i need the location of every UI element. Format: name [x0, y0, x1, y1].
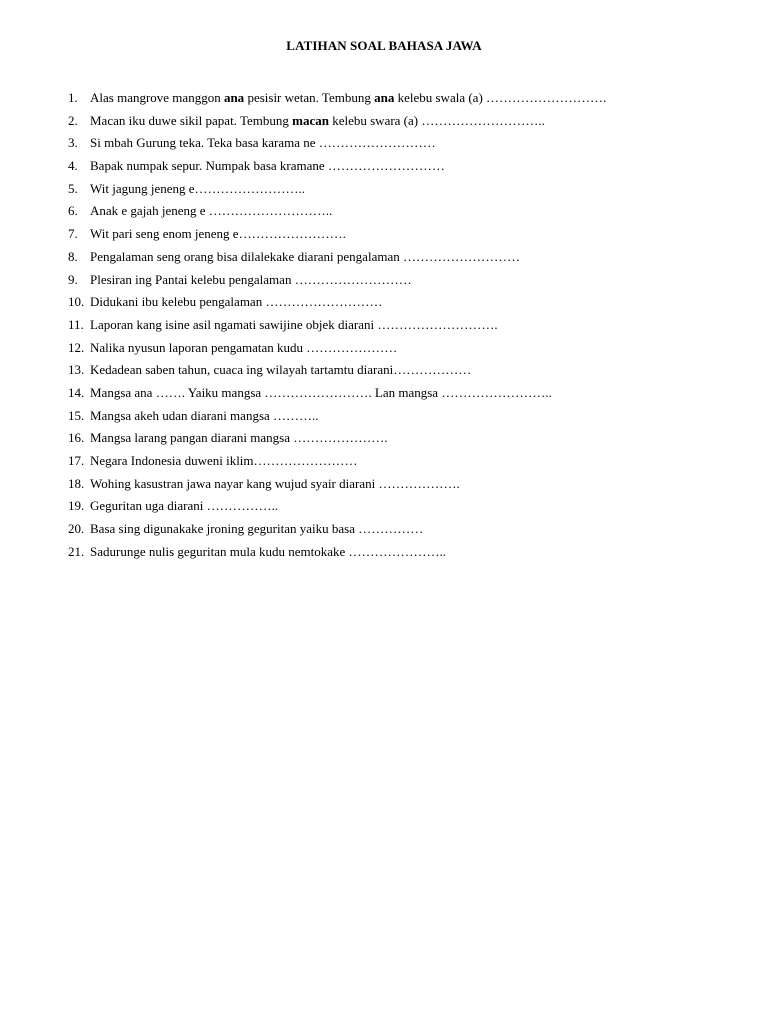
- question-text-segment: Bapak numpak sepur. Numpak basa kramane ………………………: [90, 158, 445, 174]
- question-text-segment: Sadurunge nulis geguritan mula kudu nemtokake …………………..: [90, 543, 447, 559]
- question-number: 21.: [68, 543, 85, 559]
- question-text-segment: Anak e gajah jeneng e ………………………..: [90, 203, 333, 219]
- question-text: [90, 226, 346, 241]
- question-number: 19.: [68, 498, 85, 514]
- question-item: [68, 87, 748, 110]
- question-text-segment: Kedadean saben tahun, cuaca ing wilayah tartamtu diarani………………: [90, 362, 472, 378]
- question-number: 7.: [68, 226, 78, 242]
- question-number: 6.: [68, 203, 78, 219]
- question-item: [68, 541, 748, 564]
- question-number: 11.: [68, 316, 84, 332]
- question-text-segment: Wit pari seng enom jeneng e…………………….: [90, 226, 346, 242]
- question-list: [68, 87, 748, 563]
- question-item: [68, 405, 748, 428]
- question-number: 13.: [68, 362, 85, 378]
- question-item: [68, 359, 748, 382]
- question-number: 4.: [68, 158, 78, 174]
- question-keyword: ana: [374, 90, 395, 105]
- question-number: 3.: [68, 135, 78, 151]
- question-text-segment: Mangsa ana ……. Yaiku mangsa ……………………. Lan mangsa ……………………..: [90, 384, 552, 400]
- question-text: [90, 408, 319, 423]
- question-text-segment: Wohing kasustran jawa nayar kang wujud syair diarani ……………….: [90, 475, 460, 491]
- question-number: 15.: [68, 407, 85, 423]
- question-text: [90, 544, 446, 559]
- question-text-segment: kelebu swala (a) ……………………….: [394, 90, 607, 105]
- question-number: 16.: [68, 430, 85, 446]
- question-text-segment: kelebu swara (a) ………………………..: [328, 112, 545, 128]
- question-item: [68, 132, 748, 155]
- question-item: [68, 473, 748, 496]
- question-item: [68, 223, 748, 246]
- question-text: [90, 317, 498, 332]
- question-text: [90, 90, 606, 105]
- question-item: [68, 246, 748, 269]
- question-text: [90, 430, 387, 445]
- question-number: 5.: [68, 180, 78, 196]
- question-text-segment: Basa sing digunakake jroning geguritan yaiku basa ……………: [90, 521, 424, 537]
- question-text: [90, 498, 278, 513]
- page-title: LATIHAN SOAL BAHASA JAWA: [286, 38, 482, 53]
- question-item: [68, 110, 748, 133]
- question-item: [68, 269, 748, 292]
- question-item: [68, 291, 748, 314]
- question-item: [68, 427, 748, 450]
- question-number: 9.: [68, 271, 78, 287]
- question-text-segment: Geguritan uga diarani ……………..: [90, 498, 279, 514]
- question-text: [90, 385, 552, 400]
- question-number: 12.: [68, 339, 85, 355]
- question-text-segment: Negara Indonesia duweni iklim……………………: [90, 453, 358, 468]
- question-number: 18.: [68, 475, 85, 491]
- question-number: 20.: [68, 521, 85, 537]
- question-keyword: macan: [292, 112, 329, 128]
- question-text-segment: Nalika nyusun laporan pengamatan kudu …………………: [90, 339, 398, 355]
- question-text-segment: Mangsa akeh udan diarani mangsa ………..: [90, 407, 319, 423]
- question-text-segment: Macan iku duwe sikil papat. Tembung: [90, 112, 293, 128]
- question-text-segment: Si mbah Gurung teka. Teka basa karama ne ………………………: [90, 135, 436, 151]
- question-number: 2.: [68, 112, 78, 128]
- question-item: [68, 337, 748, 360]
- question-text: [90, 362, 471, 377]
- question-text-segment: Didukani ibu kelebu pengalaman ………………………: [90, 294, 383, 310]
- question-text-segment: Pengalaman seng orang bisa dilalekake diarani pengalaman ………………………: [90, 248, 520, 264]
- question-text: [90, 135, 436, 150]
- question-item: [68, 178, 748, 201]
- question-text: [90, 249, 520, 264]
- question-keyword: ana: [223, 90, 245, 105]
- question-item: [68, 155, 748, 178]
- question-text-segment: Wit jagung jeneng e……………………..: [90, 180, 306, 196]
- question-number: 8.: [68, 248, 78, 264]
- question-text: [90, 158, 445, 173]
- question-text: [90, 453, 358, 468]
- question-item: [68, 495, 748, 518]
- question-text: [90, 294, 382, 309]
- question-item: [68, 518, 748, 541]
- question-item: [68, 314, 748, 337]
- question-text: [90, 521, 423, 536]
- question-text-segment: Mangsa larang pangan diarani mangsa ………………….: [90, 430, 388, 446]
- question-text: [90, 181, 305, 196]
- question-text: [90, 113, 545, 128]
- question-number: 10.: [68, 294, 85, 310]
- question-text-segment: Plesiran ing Pantai kelebu pengalaman ………………………: [90, 271, 412, 287]
- question-text-segment: Laporan kang isine asil ngamati sawijine objek diarani ……………………….: [90, 316, 498, 332]
- question-text-segment: pesisir wetan. Tembung: [244, 90, 375, 105]
- question-text: [90, 476, 460, 491]
- question-number: 1.: [68, 90, 78, 105]
- question-text: [90, 203, 332, 218]
- question-item: [68, 450, 748, 473]
- question-number: 14.: [68, 384, 85, 400]
- question-item: [68, 382, 748, 405]
- question-number: 17.: [68, 453, 85, 468]
- question-text: [90, 340, 397, 355]
- question-item: [68, 200, 748, 223]
- question-text: [90, 272, 412, 287]
- question-text-segment: Alas mangrove manggon: [90, 90, 224, 105]
